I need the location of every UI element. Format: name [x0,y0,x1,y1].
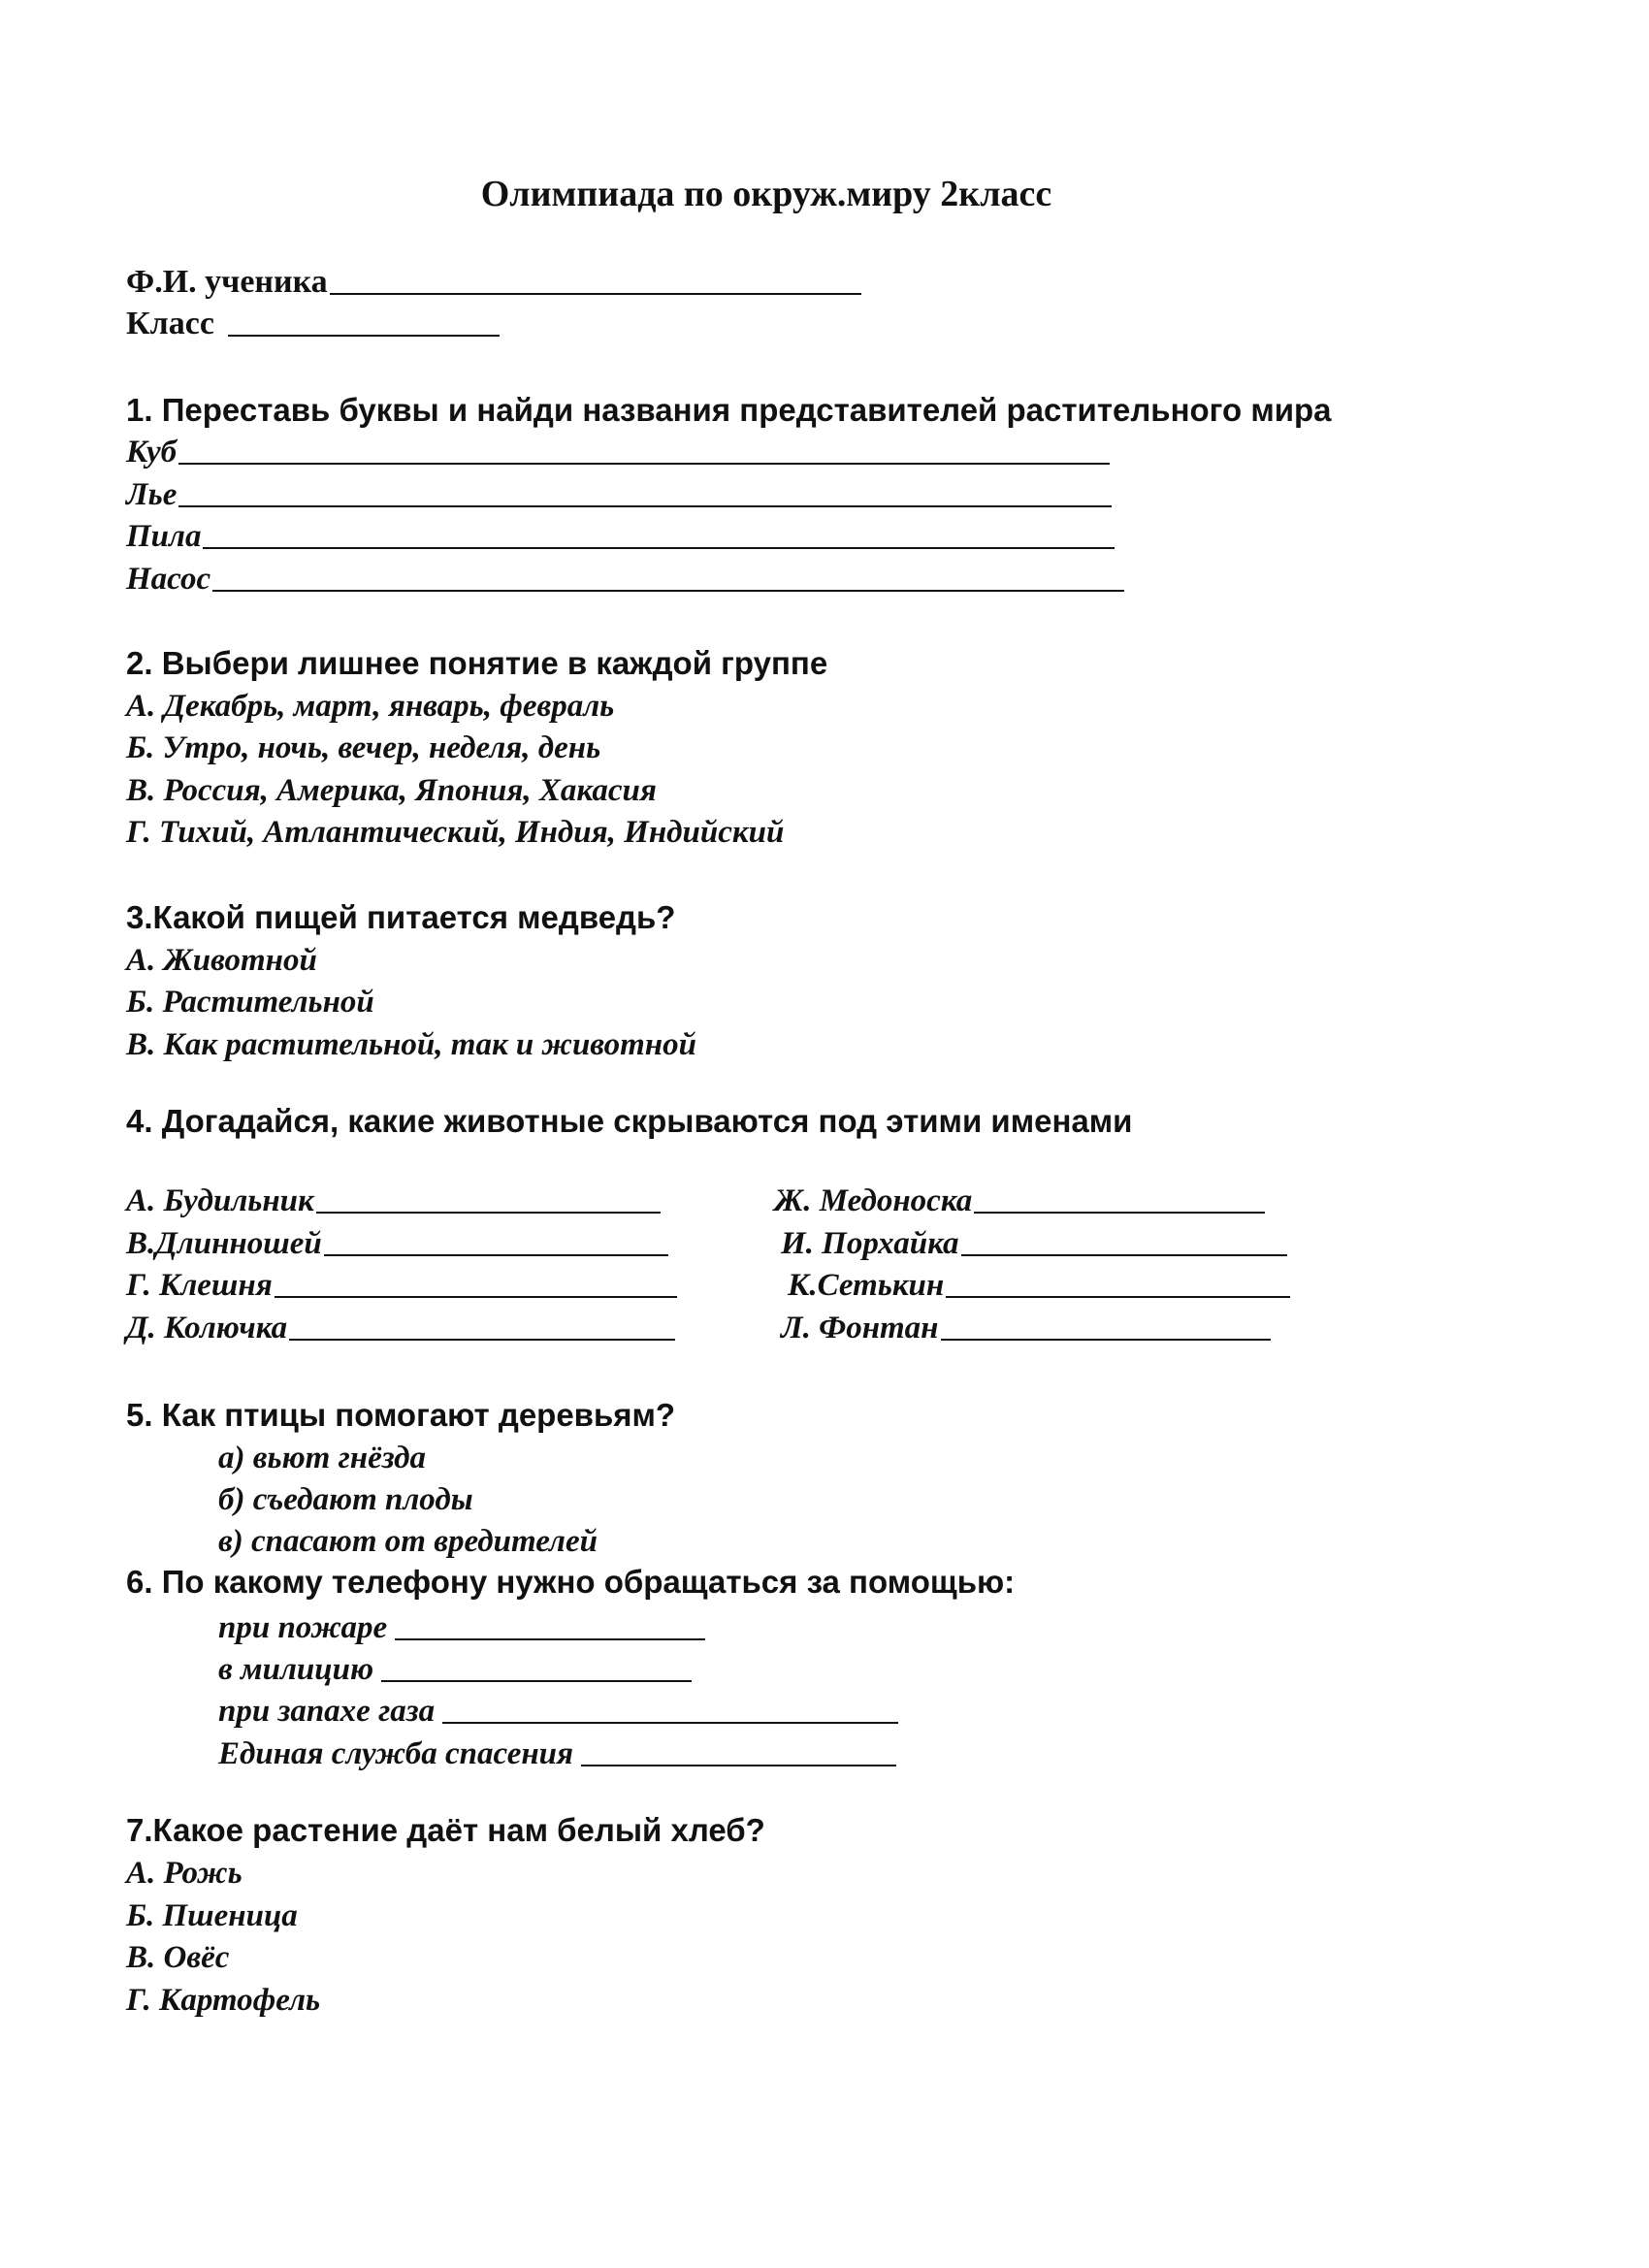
q4-item [781,1226,1287,1262]
q6-answer-field[interactable] [581,1765,896,1766]
question-2: 2. Выбери лишнее понятие в каждой группе [126,645,828,681]
q5-option[interactable]: б) съедают плоды [218,1482,473,1517]
class-row [126,306,500,342]
q2-option[interactable]: Б. Утро, ночь, вечер, неделя, день [126,730,601,765]
q1-answer-field[interactable] [178,463,1110,465]
q1-answer-field[interactable] [212,590,1124,592]
q1-item-label: Лье [126,477,178,512]
q6-item [218,1610,705,1646]
q4-item-label: Д. Колючка [126,1311,288,1345]
q1-answer-field[interactable] [203,547,1115,549]
q4-item-label: Л. Фонтан [781,1311,939,1345]
q1-answer-field[interactable] [178,505,1112,507]
q5-option[interactable]: в) спасают от вредителей [218,1524,598,1559]
q6-item [218,1736,896,1772]
q4-answer-field[interactable] [961,1254,1287,1256]
q7-option[interactable]: В. Овёс [126,1940,230,1975]
q2-option[interactable]: В. Россия, Америка, Япония, Хакасия [126,773,657,808]
q4-item [126,1183,661,1219]
q4-item-label: К.Сетькин [788,1268,945,1303]
q4-answer-field[interactable] [946,1296,1290,1298]
q6-item-label: в милицию [218,1652,374,1687]
q4-item [126,1311,675,1346]
q4-answer-field[interactable] [974,1212,1265,1214]
q7-option[interactable]: Г. Картофель [126,1983,321,2018]
q3-option[interactable]: А. Животной [126,943,317,978]
q4-answer-field[interactable] [316,1212,661,1214]
q7-option[interactable]: А. Рожь [126,1856,242,1891]
page-title: Олимпиада по окруж.миру 2класс [480,174,1052,214]
q5-option[interactable]: а) вьют гнёзда [218,1441,427,1475]
q6-item [218,1652,692,1688]
q2-option[interactable]: А. Декабрь, март, январь, февраль [126,689,615,724]
question-6: 6. По какому телефону нужно обращаться за помощью: [126,1564,1016,1600]
q4-item [781,1311,1271,1346]
question-1: 1. Переставь буквы и найди названия представителей растительного мира [126,392,1332,428]
q3-option[interactable]: Б. Растительной [126,985,374,1020]
q4-item-label: Г. Клешня [126,1268,273,1303]
q2-option[interactable]: Г. Тихий, Атлантический, Индия, Индийский [126,815,785,850]
question-4: 4. Догадайся, какие животные скрываются под этими именами [126,1103,1133,1139]
q1-item-label: Насос [126,562,211,597]
q4-item [788,1268,1290,1304]
q1-item [126,519,1115,555]
student-name-row [126,264,861,301]
q1-item [126,477,1112,513]
student-name-field[interactable] [330,293,861,295]
q1-item-label: Пила [126,519,202,554]
q7-option[interactable]: Б. Пшеница [126,1898,298,1933]
q1-item-label: Куб [126,435,178,470]
q4-item-label: А. Будильник [126,1183,314,1218]
q4-item [126,1268,677,1304]
q4-answer-field[interactable] [324,1254,668,1256]
q1-item [126,562,1124,598]
q6-answer-field[interactable] [442,1722,898,1724]
question-5: 5. Как птицы помогают деревьям? [126,1397,676,1433]
q3-option[interactable]: В. Как растительной, так и животной [126,1027,696,1062]
student-name-label: Ф.И. ученика [126,264,328,300]
q6-item-label: при запахе газа [218,1694,436,1729]
question-3: 3.Какой пищей питается медведь? [126,899,676,935]
q4-answer-field[interactable] [275,1296,677,1298]
q6-item-label: Единая служба спасения [218,1736,574,1771]
q1-item [126,435,1110,470]
q4-answer-field[interactable] [289,1339,675,1341]
q6-item-label: при пожаре [218,1610,388,1645]
question-7: 7.Какое растение даёт нам белый хлеб? [126,1812,765,1848]
q4-item-label: Ж. Медоноска [774,1183,973,1218]
q4-item-label: И. Порхайка [781,1226,959,1261]
q6-item [218,1694,898,1730]
q4-answer-field[interactable] [941,1339,1271,1341]
q6-answer-field[interactable] [395,1638,705,1640]
q4-item [126,1226,668,1262]
q4-item-label: В.Длинношей [126,1226,322,1261]
q4-item [774,1183,1265,1219]
q6-answer-field[interactable] [381,1680,692,1682]
class-field[interactable] [228,335,500,337]
class-label: Класс [126,306,214,341]
